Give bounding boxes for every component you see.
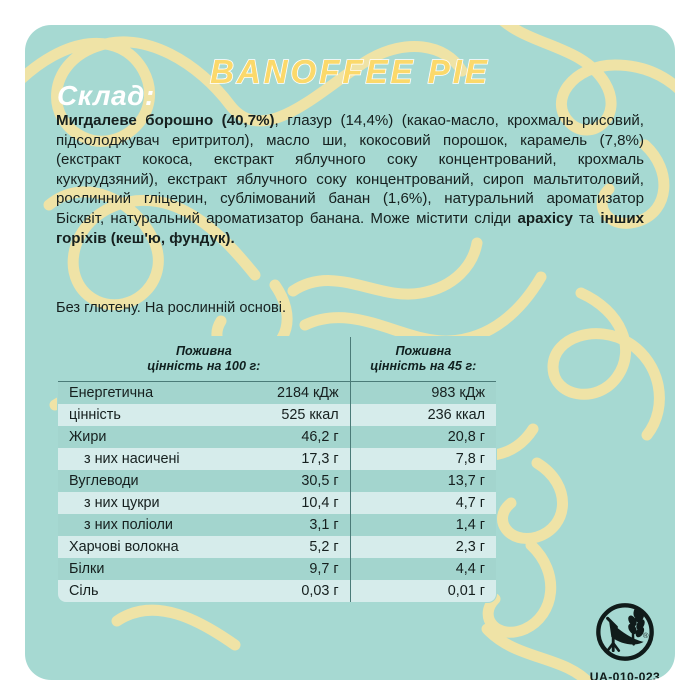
- nutrient-value-per-100g: 3,1 г: [204, 514, 350, 536]
- column-header-per-100g-line2: цінність на 100 г:: [147, 358, 261, 373]
- nutrient-label: Білки: [58, 558, 204, 580]
- nutrient-label: цінність: [58, 404, 204, 426]
- table-row: [58, 404, 497, 426]
- nutrient-value-per-100g: 0,03 г: [204, 580, 350, 603]
- nutrient-value-per-45g: 2,3 г: [350, 536, 496, 558]
- nutrient-value-per-45g: 4,4 г: [350, 558, 496, 580]
- column-header-per-45g-line2: цінність на 45 г:: [370, 358, 477, 373]
- column-header-per-100g: [58, 337, 351, 382]
- nutrient-value-per-100g: 17,3 г: [204, 448, 350, 470]
- nutrition-table-container: [57, 336, 497, 603]
- nutrient-value-per-45g: 983 кДж: [350, 382, 496, 405]
- nutrient-value-per-100g: 46,2 г: [204, 426, 350, 448]
- table-row: [58, 514, 497, 536]
- nutrient-label: Харчові волокна: [58, 536, 204, 558]
- table-row: [58, 426, 497, 448]
- table-row: [58, 536, 497, 558]
- nutrient-value-per-45g: 7,8 г: [350, 448, 496, 470]
- column-header-per-45g-line1: Поживна: [395, 344, 452, 358]
- ingredients-text: Мигдалеве борошно (40,7%), глазур (14,4%) (какао-масло, крохмаль рисовий, підсолоджувач еритритол), масло ши, кокосовий порошок, карамель (7,8%) (екстракт кокоса, екстракт яблучного соку концентрований, крохмаль кукурудзяний), екстракт яблучного соку концентрований, сироп мальтитоловий, рослинний гліцерин, сублімований банан (1,6%), натуральний ароматизатор Бісквіт, натуральний ароматизатор банана. Може містити сліди арахісу та інших горіхів (кеш'ю, фундук).: [56, 112, 645, 247]
- nutrition-table: [57, 336, 497, 603]
- nutrient-value-per-100g: 10,4 г: [204, 492, 350, 514]
- nutrient-label: Жири: [58, 426, 204, 448]
- dietary-claims-text: Без глютену. На рослинній основі.: [56, 300, 287, 316]
- nutrient-value-per-45g: 0,01 г: [350, 580, 496, 603]
- nutrient-label: з них цукри: [58, 492, 204, 514]
- nutrient-value-per-45g: 4,7 г: [350, 492, 496, 514]
- ingredients-heading: Склад:: [57, 80, 155, 111]
- nutrient-label: з них поліоли: [58, 514, 204, 536]
- nutrition-table-header: [58, 337, 497, 382]
- column-header-per-45g: [350, 337, 496, 382]
- table-row: [58, 448, 497, 470]
- certification-code: UA-010-023: [589, 670, 661, 680]
- nutrient-value-per-45g: 20,8 г: [350, 426, 496, 448]
- nutrient-value-per-100g: 2184 кДж: [204, 382, 350, 405]
- table-header-row: [58, 337, 497, 382]
- nutrient-label: Енергетична: [58, 382, 204, 405]
- table-row: [58, 470, 497, 492]
- table-row: [58, 558, 497, 580]
- table-row: [58, 382, 497, 405]
- table-row: [58, 580, 497, 603]
- nutrient-value-per-45g: 236 ккал: [350, 404, 496, 426]
- nutrition-table-body: [58, 382, 497, 603]
- svg-text:®: ®: [642, 631, 649, 641]
- table-row: [58, 492, 497, 514]
- column-header-per-100g-line1: Поживна: [175, 344, 232, 358]
- product-title: BANOFFEE PIE: [210, 53, 490, 90]
- nutrient-value-per-100g: 5,2 г: [204, 536, 350, 558]
- nutrient-value-per-100g: 9,7 г: [204, 558, 350, 580]
- nutrient-value-per-45g: 13,7 г: [350, 470, 496, 492]
- nutrient-label: Вуглеводи: [58, 470, 204, 492]
- nutrient-value-per-100g: 30,5 г: [204, 470, 350, 492]
- crossed-grain-gluten-free-icon: [594, 601, 656, 663]
- product-label-panel: [25, 25, 675, 680]
- nutrient-value-per-45g: 1,4 г: [350, 514, 496, 536]
- nutrient-label: Сіль: [58, 580, 204, 603]
- nutrient-label: з них насичені: [58, 448, 204, 470]
- nutrient-value-per-100g: 525 ккал: [204, 404, 350, 426]
- gluten-free-certification: [570, 601, 675, 680]
